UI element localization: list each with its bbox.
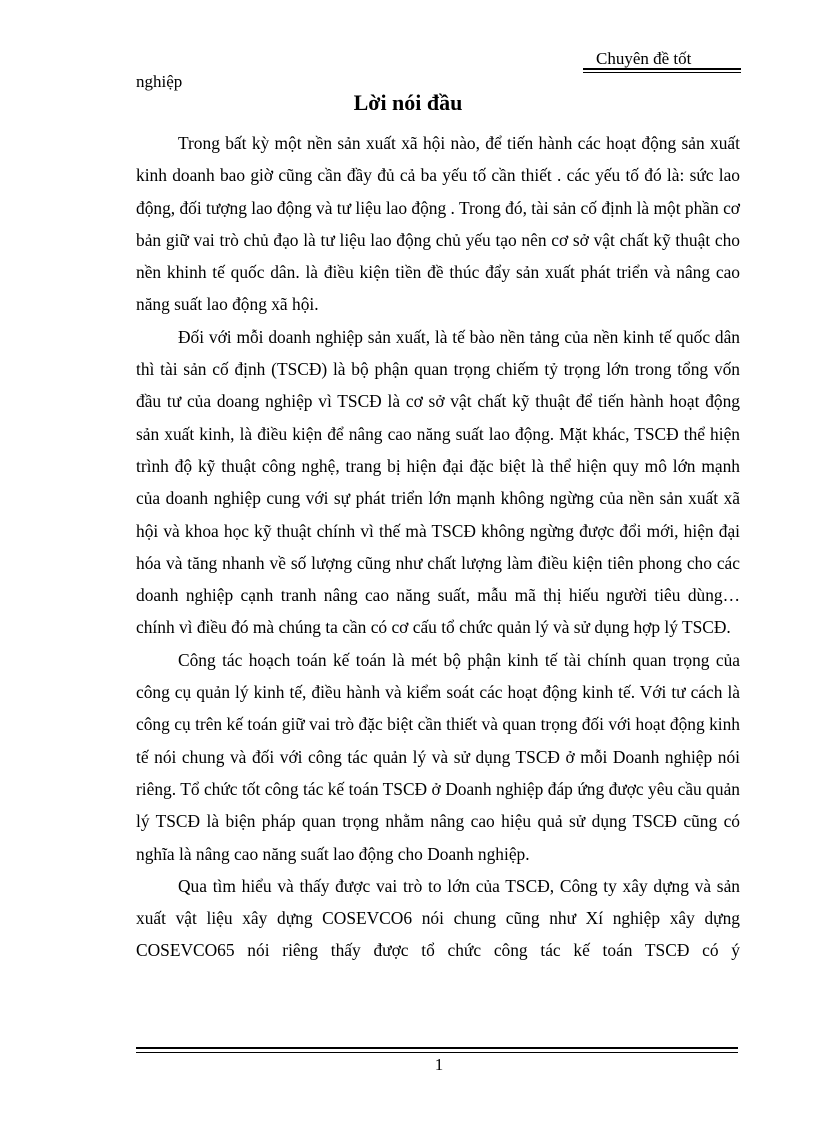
- running-title: Chuyên đề tốt: [596, 49, 692, 68]
- running-title-continuation: nghiệp: [136, 72, 183, 91]
- page-number: 1: [434, 1055, 444, 1074]
- page-title: Lời nói đầu: [353, 90, 463, 115]
- header-rule-thin: [583, 72, 741, 73]
- footer-rule: [136, 1047, 738, 1049]
- paragraph: Trong bất kỳ một nền sản xuất xã hội nào, để tiến hành các hoạt động sản xuất kinh doanh bao giờ cũng cần đầy đủ cả ba yếu tố cần thiết . các yếu tố đó là: sức lao động, đối tượng lao động và tư liệu lao động . Trong đó, tài sản cố định là một phần cơ bản giữ vai trò chủ đạo là tư liệu lao động chủ yếu tạo nên cơ sở vật chất kỹ thuật cho nền khinh tế quốc dân. là điều kiện tiền đề thúc đẩy sản xuất phát triển và nâng cao năng suất lao động xã hội.: [136, 133, 740, 315]
- paragraph: Công tác hoạch toán kế toán là mét bộ phận kinh tế tài chính quan trọng của công cụ quản lý kinh tế, điều hành và kiểm soát các hoạt động kinh tế. Với tư cách là công cụ trên kế toán giữ vai trò đặc biệt cần thiết và quan trọng đối với hoạt động kinh tế nói chung và đối với công tác quản lý và sử dụng TSCĐ ở mỗi Doanh nghiệp nói riêng. Tổ chức tốt công tác kế toán TSCĐ ở Doanh nghiệp đáp ứng được yêu cầu quản lý TSCĐ là biện pháp quan trọng nhằm nâng cao hiệu quả sử dụng TSCĐ cũng có nghĩa là nâng cao năng suất lao động cho Doanh nghiệp.: [136, 649, 740, 864]
- footer-rule-thin: [136, 1052, 738, 1053]
- paragraph: Đối với mỗi doanh nghiệp sản xuất, là tế bào nền tảng của nền kinh tế quốc dân thì tài sản cố định (TSCĐ) là bộ phận quan trọng chiếm tỷ trọng lớn trong tổng vốn đầu tư của doang nghiệp vì TSCĐ là cơ sở vật chất kỹ thuật để tiến hành hoạt động sản xuất kinh, là điều kiện để nâng cao năng suất lao động. Mặt khác, TSCĐ thể hiện trình độ kỹ thuật công nghệ, trang bị hiện đại đặc biệt là thể hiện quy mô lớn mạnh của doanh nghiệp cung với sự phát triển lớn mạnh không ngừng của nền sản xuất xã hội và khoa học kỹ thuật chính vì thế mà TSCĐ không ngừng được đổi mới, hiện đại hóa và tăng nhanh về số lượng cũng như chất lượng làm điều kiện tiên phong cho các doanh nghiệp cạnh tranh nâng cao năng suất, mẫu mã thị hiếu người tiêu dùng… chính vì điều đó mà chúng ta cần có cơ cấu tổ chức quản lý và sử dụng hợp lý TSCĐ.: [136, 326, 740, 638]
- paragraph: Qua tìm hiểu và thấy được vai trò to lớn của TSCĐ, Công ty xây dựng và sản xuất vật liệu xây dựng COSEVCO6 nói chung cũng như Xí nghiệp xây dựng COSEVCO65 nói riêng thấy được tổ chức công tác kế toán TSCĐ có ý: [136, 875, 740, 961]
- header-rule: [583, 68, 741, 70]
- document-body: [136, 127, 740, 967]
